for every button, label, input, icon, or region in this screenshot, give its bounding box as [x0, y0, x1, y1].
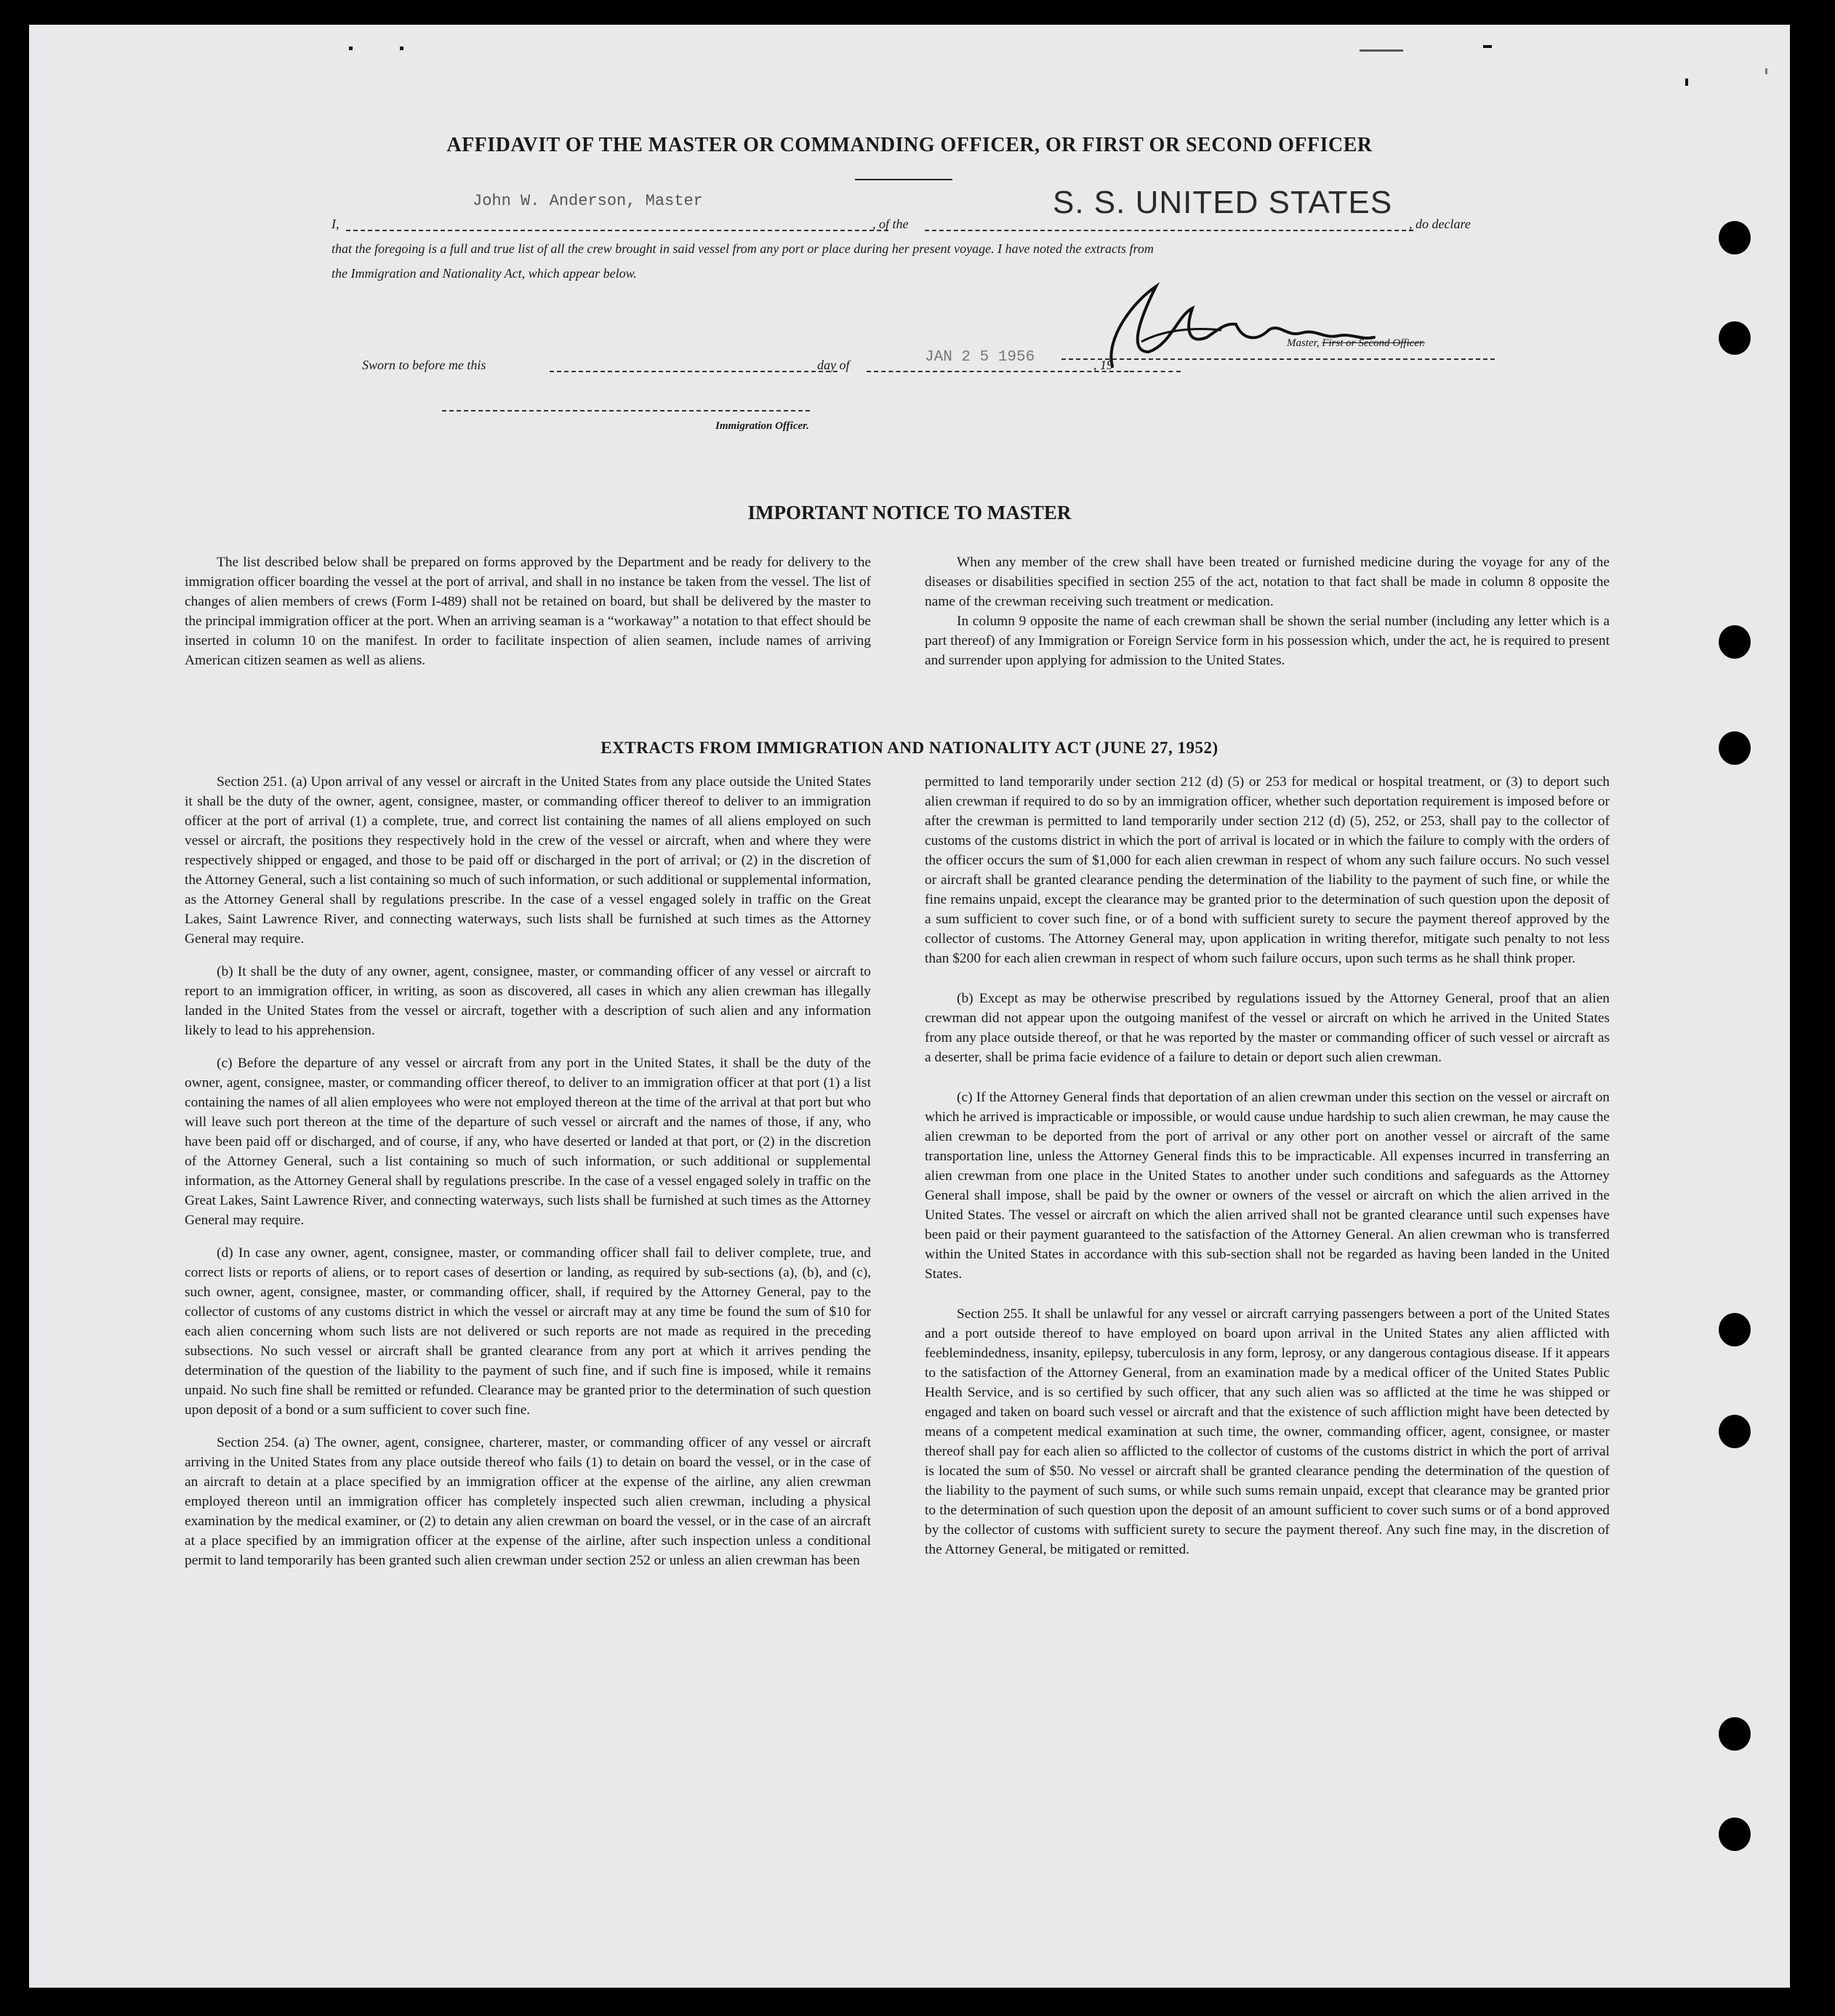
- sworn-day-line: [550, 371, 838, 372]
- extracts-title: EXTRACTS FROM IMMIGRATION AND NATIONALITY ACT (JUNE 27, 1952): [601, 739, 1218, 757]
- vessel-name: S. S. UNITED STATES: [1053, 185, 1393, 220]
- punch-hole: [1719, 321, 1751, 355]
- of-the-label: , of the: [872, 217, 909, 231]
- extract-paragraph: Section 251. (a) Upon arrival of any vessel or aircraft in the United States from any place outside the United States it shall be the duty of the owner, agent, consignee, master, or commanding officer thereof to deliver to an immigration officer at the port of arrival (1) a complete, true, and correct list containing the names of all aliens employed on such vessel or aircraft, the positions they respectively hold in the crew of the vessel or aircraft, when and where they were respectively shipped or engaged, and those to be paid off or discharged in the port of arrival; or (2) in the discretion of the Attorney General, such a list containing so much of such information, or such additional or supplemental information, as the Attorney General shall by regulations prescribe. In the case of a vessel engaged solely in traffic on the Great Lakes, Saint Lawrence River, and connecting waterways, such lists shall be furnished at such times as the Attorney General may require.: [185, 774, 871, 947]
- officer-line: [442, 410, 810, 411]
- notice-right-column: [925, 553, 1610, 690]
- punch-hole: [1719, 1818, 1751, 1851]
- officer-caption: Immigration Officer.: [715, 420, 809, 432]
- scan-speck: [1360, 49, 1403, 52]
- notice-left-column: [185, 553, 871, 690]
- document-page: [29, 25, 1790, 1988]
- affidavit-title: AFFIDAVIT OF THE MASTER OR COMMANDING OFFICER, OR FIRST OR SECOND OFFICER: [446, 134, 1373, 156]
- declaration-text-1: that the foregoing is a full and true list of all the crew brought in said vessel from any port or place during her present voyage. I have noted the extracts from: [332, 241, 1154, 256]
- extract-paragraph: (d) In case any owner, agent, consignee, master, or commanding officer shall fail to deliver complete, true, and correct lists or reports of aliens, or to report cases of desertion or landing, as required by sub-sections (a), (b), and (c), such owner, agent, consignee, master, or commanding officer, shall, if required by the Attorney General, pay to the collector of customs of any customs district in which the vessel or aircraft may at any time be found the sum of $10 for each alien concerning whom such lists are not delivered or such reports are not made as required in the preceding subsections. No such vessel or aircraft shall be granted clearance from any port at which it arrives pending the determination of the question of the liability to the payment of such fine, and if such fine is imposed, while it remains unpaid. No such fine shall be remitted or refunded. Clearance may be granted prior to the determination of such question upon deposit of a bond or a sum sufficient to cover such fine.: [185, 1245, 871, 1418]
- year-line: [1130, 371, 1181, 372]
- notice-paragraph: When any member of the crew shall have been treated or furnished medicine during the voyage for any of the diseases or disabilities specified in section 255 of the act, notation to that fact shall be made in column 8 opposite the name of the crewman receiving such treatment or medication.: [925, 555, 1610, 609]
- extract-paragraph: (c) If the Attorney General finds that deportation of an alien crewman under this section on the vessel or aircraft on which he arrived is impracticable or impossible, or would cause undue hardship to such alien crewman, he may cause the alien crewman to be deported from the port of arrival or any other port on another vessel or aircraft of the same transportation line, unless the Attorney General finds this to be impracticable. All expenses incurred in transferring an alien crewman from one place in the United States to another under such conditions and safeguards as the Attorney General shall impose, shall be paid by the owner or owners of the vessel or aircraft on which the alien arrived in the United States. The vessel or aircraft on which the alien arrived shall not be granted clearance until such expenses have been paid or their payment guaranteed to the satisfaction of the Attorney General. An alien crewman who is transferred within the United States in accordance with this sub-section shall not be regarded as having been landed in the United States.: [925, 1090, 1610, 1282]
- declare-label: , do declare: [1409, 217, 1471, 231]
- year-label: , 19: [1093, 358, 1113, 372]
- notice-paragraph: In column 9 opposite the name of each crewman shall be shown the serial number (including any letter which is a part thereof) of any Immigration or Foreign Service form in his possession which, under the act, he is required to present and surrender upon applying for admission to the United States.: [925, 614, 1610, 668]
- scan-speck: [349, 47, 353, 50]
- day-of-label: day of: [817, 358, 850, 372]
- extract-paragraph: permitted to land temporarily under section 212 (d) (5) or 253 for medical or hospital treatment, or (3) to deport such alien crewman if required to do so by an immigration officer, whether such deportation requirement is imposed before or after the crewman is permitted to land temporarily under section 212 (d) (5), 252, or 253, shall pay to the collector of customs of the customs district in which the port of arrival is located or in which the failure to comply with the orders of the officer occurs the sum of $1,000 for each alien crewman in respect of whom any such failure occurs. No such vessel or aircraft shall be granted clearance pending the determination of the liability to the payment of such fine, or while the fine remains unpaid, except the clearance may be granted prior to the determination of such question upon the deposit of a sum sufficient to cover such fine, or of a bond with sufficient surety to secure the payment thereof approved by the collector of customs. The Attorney General may, upon application in writing therefor, mitigate such penalty to not less than $200 for each alien crewman in respect of whom such failure occurs, upon such terms as he shall think proper.: [925, 774, 1610, 966]
- sworn-month-line: [867, 371, 1128, 372]
- master-caption: [1287, 337, 1425, 350]
- title-underline: [855, 179, 952, 180]
- notice-title: IMPORTANT NOTICE TO MASTER: [747, 502, 1072, 523]
- extracts-right-column: [925, 772, 1610, 1579]
- date-stamp: JAN 2 5 1956: [925, 349, 1035, 366]
- extract-paragraph: Section 255. It shall be unlawful for any vessel or aircraft carrying passengers between a port of the United States and a port outside thereof to have employed on board upon arrival in the United States any alien afflicted with feeblemindedness, insanity, epilepsy, tuberculosis in any form, leprosy, or any dangerous contagious disease. If it appears to the satisfaction of the Attorney General, from an examination made by a medical officer of the United States Public Health Service, and is so certified by such officer, that any such alien was so afflicted at the time he was shipped or engaged and taken on board such vessel or aircraft and that the existence of such affliction might have been detected by means of a competent medical examination at such time, the owner, commanding officer, agent, consignee, or master thereof shall pay for each alien so afflicted to the collector of customs of the customs district in which the port of arrival is located the sum of $50. No vessel or aircraft shall be granted clearance pending the determination of the question of the liability to the payment of such sums, or while such sums remain unpaid, except that clearance may be granted prior to the determination of such question upon the deposit of an amount sufficient to cover such sums or of a bond approved by the collector of customs with sufficient surety to secure the payment thereof. Any such fine may, in the discretion of the Attorney General, be mitigated or remitted.: [925, 1306, 1610, 1557]
- extract-paragraph: Section 254. (a) The owner, agent, consignee, charterer, master, or commanding officer of any vessel or aircraft arriving in the United States from any place outside thereof who fails (1) to detain on board the vessel, or in the case of an aircraft to detain at a place specified by an immigration officer at the expense of the airline, any alien crewman employed thereon until an immigration officer has completely inspected such alien crewman, including a physical examination by the medical examiner, or (2) to detain any alien crewman on board the vessel, or in the case of an aircraft at a place specified by an immigration officer at the expense of the airline, after such inspection unless a conditional permit to land temporarily has been granted such alien crewman under section 252 or unless an alien crewman has been: [185, 1435, 871, 1568]
- name-line: [346, 230, 888, 231]
- scan-speck: [1685, 79, 1688, 86]
- i-label: I,: [332, 217, 340, 231]
- extract-paragraph: (b) It shall be the duty of any owner, agent, consignee, master, or commanding officer of any vessel or aircraft to report to an immigration officer, in writing, as soon as discovered, all cases in which any alien crewman has illegally landed in the United States from the vessel or aircraft, together with a description of such alien and any information likely to lead to his apprehension.: [185, 964, 871, 1038]
- master-caption-struck: First or Second Officer.: [1322, 337, 1425, 349]
- punch-hole: [1719, 625, 1751, 659]
- notice-paragraph: The list described below shall be prepared on forms approved by the Department and be ready for delivery to the immigration officer boarding the vessel at the port of arrival, and shall in no instance be taken from the vessel. The list of changes of alien members of crews (Form I-489) shall not be retained on board, but shall be delivered by the master to the principal immigration officer at the port. When an arriving seaman is a “workaway” a notation to that effect should be inserted in column 10 on the manifest. In order to facilitate inspection of alien seamen, include names of arriving American citizen seamen as well as aliens.: [185, 555, 871, 668]
- punch-hole: [1719, 1717, 1751, 1751]
- extract-paragraph: (b) Except as may be otherwise prescribed by regulations issued by the Attorney General, proof that an alien crewman did not appear upon the outgoing manifest of the vessel or aircraft on which he arrived in the United States from any place outside thereof, or that he was reported by the master or commanding officer of such vessel or aircraft as a deserter, shall be prima facie evidence of a failure to detain or deport such alien crewman.: [925, 991, 1610, 1065]
- scan-speck: [1765, 68, 1767, 74]
- scan-speck: [1483, 45, 1492, 48]
- punch-hole: [1719, 1415, 1751, 1448]
- sworn-label: Sworn to before me this: [362, 358, 486, 372]
- punch-hole: [1719, 1313, 1751, 1346]
- vessel-line: [925, 230, 1413, 231]
- extract-paragraph: (c) Before the departure of any vessel or aircraft from any port in the United States, it shall be the duty of the owner, agent, consignee, master, or commanding officer thereof, to deliver to an immigration officer at that port (1) a list containing the names of all alien employees who were not employed thereon at the time of the arrival at that port but who will leave such port thereon at the time of the departure of such vessel or aircraft and the names of those, if any, who have been paid off or discharged, and of course, if any, who have deserted or landed at that port, or (2) in the discretion of the Attorney General, such a list containing so much of such information, or such additional or supplemental information, as the Attorney General shall by regulations prescribe. In the case of a vessel engaged solely in traffic on the Great Lakes, Saint Lawrence River, and connecting waterways, such lists shall be furnished at such times as the Attorney General may require.: [185, 1056, 871, 1228]
- master-signature: [1061, 272, 1527, 381]
- extracts-left-column: [185, 772, 871, 1590]
- punch-hole: [1719, 221, 1751, 254]
- declaration-text-2: the Immigration and Nationality Act, which appear below.: [332, 266, 637, 281]
- scan-speck: [400, 47, 403, 50]
- master-caption-prefix: Master,: [1287, 337, 1320, 349]
- master-name: John W. Anderson, Master: [473, 192, 703, 210]
